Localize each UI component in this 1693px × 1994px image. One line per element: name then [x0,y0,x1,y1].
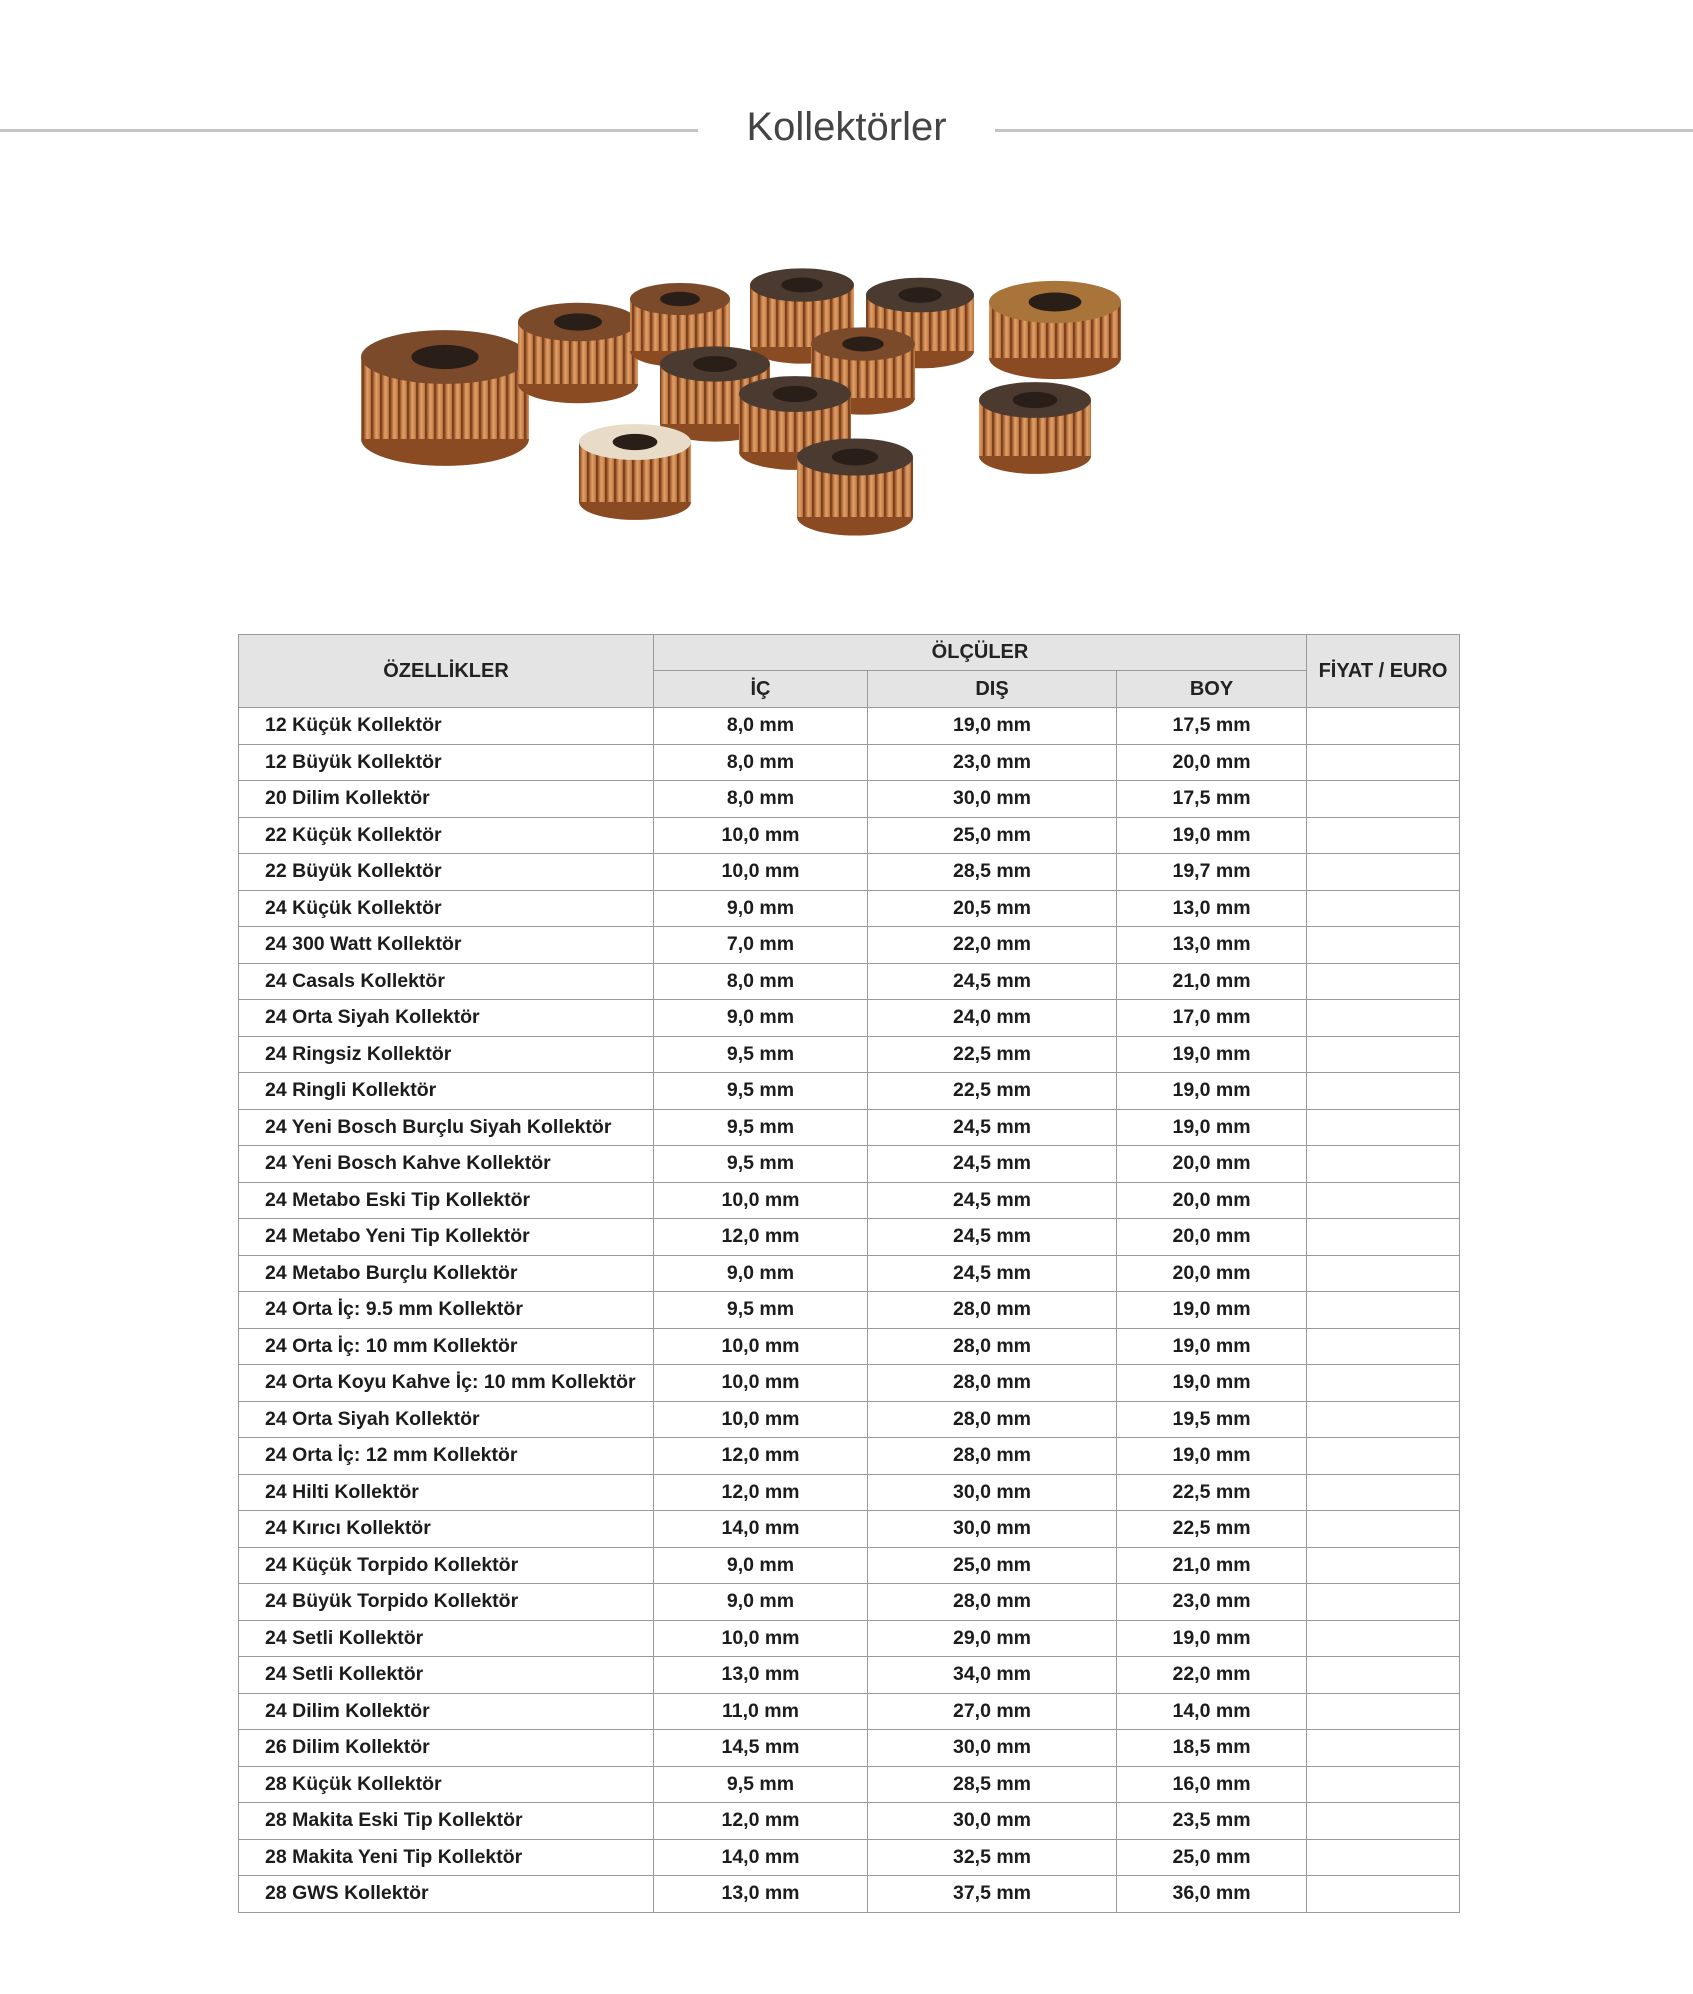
product-name-cell: 22 Küçük Kollektör [239,817,654,854]
outer-diameter-cell: 27,0 mm [868,1693,1117,1730]
inner-diameter-cell: 9,5 mm [654,1766,868,1803]
product-name-cell: 24 Orta Siyah Kollektör [239,1401,654,1438]
length-cell: 19,0 mm [1117,1365,1307,1402]
table-row [239,1730,1460,1767]
inner-diameter-cell: 9,5 mm [654,1292,868,1329]
length-cell: 22,5 mm [1117,1474,1307,1511]
title-rule-right [995,129,1693,132]
price-cell [1307,1693,1460,1730]
outer-diameter-cell: 24,0 mm [868,1000,1117,1037]
length-cell: 20,0 mm [1117,1219,1307,1256]
outer-diameter-cell: 28,0 mm [868,1328,1117,1365]
inner-diameter-cell: 10,0 mm [654,1365,868,1402]
price-cell [1307,1474,1460,1511]
page-title: Kollektörler [746,105,947,149]
length-cell: 19,0 mm [1117,1109,1307,1146]
outer-diameter-cell: 22,5 mm [868,1073,1117,1110]
length-cell: 18,5 mm [1117,1730,1307,1767]
product-name-cell: 24 Büyük Torpido Kollektör [239,1584,654,1621]
length-cell: 19,7 mm [1117,854,1307,891]
length-cell: 36,0 mm [1117,1876,1307,1913]
product-name-cell: 24 Kırıcı Kollektör [239,1511,654,1548]
outer-diameter-cell: 30,0 mm [868,1474,1117,1511]
length-cell: 20,0 mm [1117,744,1307,781]
price-cell [1307,1182,1460,1219]
table-row [239,1876,1460,1913]
table-row [239,1511,1460,1548]
inner-diameter-cell: 10,0 mm [654,1182,868,1219]
outer-diameter-cell: 28,0 mm [868,1365,1117,1402]
table-row [239,1365,1460,1402]
price-cell [1307,744,1460,781]
inner-diameter-cell: 10,0 mm [654,1328,868,1365]
product-name-cell: 20 Dilim Kollektör [239,781,654,818]
inner-diameter-cell: 9,5 mm [654,1109,868,1146]
inner-diameter-cell: 12,0 mm [654,1438,868,1475]
inner-diameter-cell: 8,0 mm [654,963,868,1000]
length-cell: 25,0 mm [1117,1839,1307,1876]
outer-diameter-cell: 20,5 mm [868,890,1117,927]
product-name-cell: 28 GWS Kollektör [239,1876,654,1913]
inner-diameter-cell: 9,5 mm [654,1146,868,1183]
price-cell [1307,927,1460,964]
product-name-cell: 24 Dilim Kollektör [239,1693,654,1730]
table-row [239,1547,1460,1584]
inner-diameter-cell: 14,0 mm [654,1511,868,1548]
length-cell: 19,5 mm [1117,1401,1307,1438]
table-row [239,1073,1460,1110]
price-cell [1307,1803,1460,1840]
product-name-cell: 26 Dilim Kollektör [239,1730,654,1767]
length-cell: 16,0 mm [1117,1766,1307,1803]
length-cell: 21,0 mm [1117,963,1307,1000]
outer-diameter-cell: 28,5 mm [868,1766,1117,1803]
table-row [239,1109,1460,1146]
price-cell [1307,1438,1460,1475]
inner-diameter-cell: 13,0 mm [654,1657,868,1694]
table-row [239,1438,1460,1475]
inner-diameter-cell: 13,0 mm [654,1876,868,1913]
length-cell: 13,0 mm [1117,890,1307,927]
product-name-cell: 24 Orta Siyah Kollektör [239,1000,654,1037]
outer-diameter-cell: 28,0 mm [868,1401,1117,1438]
length-cell: 19,0 mm [1117,1292,1307,1329]
table-row [239,1657,1460,1694]
length-cell: 17,5 mm [1117,781,1307,818]
price-cell [1307,1073,1460,1110]
length-cell: 22,5 mm [1117,1511,1307,1548]
inner-diameter-cell: 9,0 mm [654,1547,868,1584]
table-row [239,1839,1460,1876]
inner-diameter-cell: 11,0 mm [654,1693,868,1730]
header-dimensions: ÖLÇÜLER [654,635,1307,671]
header-inner: İÇ [654,671,868,708]
inner-diameter-cell: 9,0 mm [654,890,868,927]
price-cell [1307,817,1460,854]
outer-diameter-cell: 24,5 mm [868,1219,1117,1256]
inner-diameter-cell: 10,0 mm [654,854,868,891]
product-name-cell: 24 Setli Kollektör [239,1657,654,1694]
outer-diameter-cell: 24,5 mm [868,1109,1117,1146]
table-row [239,1766,1460,1803]
outer-diameter-cell: 30,0 mm [868,1803,1117,1840]
table-row [239,1146,1460,1183]
price-cell [1307,1255,1460,1292]
product-name-cell: 24 Yeni Bosch Burçlu Siyah Kollektör [239,1109,654,1146]
outer-diameter-cell: 25,0 mm [868,1547,1117,1584]
price-cell [1307,1401,1460,1438]
outer-diameter-cell: 30,0 mm [868,1730,1117,1767]
outer-diameter-cell: 28,5 mm [868,854,1117,891]
price-cell [1307,1584,1460,1621]
price-cell [1307,1511,1460,1548]
outer-diameter-cell: 23,0 mm [868,744,1117,781]
inner-diameter-cell: 14,0 mm [654,1839,868,1876]
outer-diameter-cell: 28,0 mm [868,1584,1117,1621]
table-row [239,744,1460,781]
product-name-cell: 24 Küçük Kollektör [239,890,654,927]
table-body [239,708,1460,1913]
price-cell [1307,1328,1460,1365]
inner-diameter-cell: 12,0 mm [654,1474,868,1511]
outer-diameter-cell: 34,0 mm [868,1657,1117,1694]
product-name-cell: 12 Küçük Kollektör [239,708,654,745]
table-row [239,854,1460,891]
price-cell [1307,1219,1460,1256]
price-cell [1307,781,1460,818]
price-cell [1307,1766,1460,1803]
outer-diameter-cell: 24,5 mm [868,1182,1117,1219]
table-row [239,1620,1460,1657]
product-name-cell: 24 Orta Koyu Kahve İç: 10 mm Kollektör [239,1365,654,1402]
outer-diameter-cell: 30,0 mm [868,781,1117,818]
header-price: FİYAT / EURO [1307,635,1460,708]
inner-diameter-cell: 8,0 mm [654,708,868,745]
product-name-cell: 24 Yeni Bosch Kahve Kollektör [239,1146,654,1183]
product-name-cell: 24 Orta İç: 10 mm Kollektör [239,1328,654,1365]
outer-diameter-cell: 24,5 mm [868,1146,1117,1183]
product-name-cell: 12 Büyük Kollektör [239,744,654,781]
outer-diameter-cell: 25,0 mm [868,817,1117,854]
price-cell [1307,1876,1460,1913]
table-row [239,1803,1460,1840]
table-row [239,708,1460,745]
product-name-cell: 24 Metabo Burçlu Kollektör [239,1255,654,1292]
inner-diameter-cell: 9,0 mm [654,1584,868,1621]
product-name-cell: 24 Ringsiz Kollektör [239,1036,654,1073]
outer-diameter-cell: 30,0 mm [868,1511,1117,1548]
outer-diameter-cell: 22,0 mm [868,927,1117,964]
table-row [239,817,1460,854]
length-cell: 20,0 mm [1117,1182,1307,1219]
price-cell [1307,1657,1460,1694]
price-cell [1307,1547,1460,1584]
product-name-cell: 24 Küçük Torpido Kollektör [239,1547,654,1584]
outer-diameter-cell: 37,5 mm [868,1876,1117,1913]
table-row [239,927,1460,964]
table-row [239,1182,1460,1219]
product-name-cell: 28 Makita Yeni Tip Kollektör [239,1839,654,1876]
length-cell: 19,0 mm [1117,817,1307,854]
outer-diameter-cell: 22,5 mm [868,1036,1117,1073]
product-name-cell: 22 Büyük Kollektör [239,854,654,891]
commutators-photo [355,262,1235,607]
price-cell [1307,1365,1460,1402]
length-cell: 20,0 mm [1117,1255,1307,1292]
table-row [239,1693,1460,1730]
table-row [239,1000,1460,1037]
length-cell: 17,5 mm [1117,708,1307,745]
length-cell: 20,0 mm [1117,1146,1307,1183]
price-cell [1307,1292,1460,1329]
price-cell [1307,1730,1460,1767]
table-row [239,781,1460,818]
product-name-cell: 24 Orta İç: 9.5 mm Kollektör [239,1292,654,1329]
product-name-cell: 28 Küçük Kollektör [239,1766,654,1803]
length-cell: 14,0 mm [1117,1693,1307,1730]
title-rule-left [0,129,698,132]
header-features: ÖZELLİKLER [239,635,654,708]
header-outer: DIŞ [868,671,1117,708]
product-name-cell: 28 Makita Eski Tip Kollektör [239,1803,654,1840]
inner-diameter-cell: 10,0 mm [654,1401,868,1438]
product-name-cell: 24 300 Watt Kollektör [239,927,654,964]
inner-diameter-cell: 12,0 mm [654,1803,868,1840]
inner-diameter-cell: 12,0 mm [654,1219,868,1256]
table-row [239,1255,1460,1292]
inner-diameter-cell: 7,0 mm [654,927,868,964]
outer-diameter-cell: 28,0 mm [868,1292,1117,1329]
table-row [239,1219,1460,1256]
product-name-cell: 24 Casals Kollektör [239,963,654,1000]
length-cell: 19,0 mm [1117,1328,1307,1365]
table-row [239,1474,1460,1511]
product-name-cell: 24 Metabo Eski Tip Kollektör [239,1182,654,1219]
table-row [239,1584,1460,1621]
inner-diameter-cell: 10,0 mm [654,1620,868,1657]
length-cell: 23,5 mm [1117,1803,1307,1840]
length-cell: 13,0 mm [1117,927,1307,964]
price-cell [1307,708,1460,745]
length-cell: 21,0 mm [1117,1547,1307,1584]
price-cell [1307,1146,1460,1183]
inner-diameter-cell: 9,0 mm [654,1000,868,1037]
length-cell: 23,0 mm [1117,1584,1307,1621]
outer-diameter-cell: 24,5 mm [868,1255,1117,1292]
table-row [239,963,1460,1000]
price-cell [1307,1109,1460,1146]
price-cell [1307,1036,1460,1073]
inner-diameter-cell: 9,0 mm [654,1255,868,1292]
price-cell [1307,963,1460,1000]
inner-diameter-cell: 9,5 mm [654,1036,868,1073]
outer-diameter-cell: 19,0 mm [868,708,1117,745]
price-cell [1307,1620,1460,1657]
product-name-cell: 24 Hilti Kollektör [239,1474,654,1511]
table-row [239,1401,1460,1438]
commutator-table [238,634,1460,1913]
length-cell: 19,0 mm [1117,1620,1307,1657]
product-name-cell: 24 Setli Kollektör [239,1620,654,1657]
table-row [239,1292,1460,1329]
outer-diameter-cell: 24,5 mm [868,963,1117,1000]
length-cell: 19,0 mm [1117,1438,1307,1475]
inner-diameter-cell: 8,0 mm [654,744,868,781]
price-cell [1307,890,1460,927]
product-name-cell: 24 Metabo Yeni Tip Kollektör [239,1219,654,1256]
table-row [239,890,1460,927]
table-row [239,1036,1460,1073]
length-cell: 19,0 mm [1117,1073,1307,1110]
price-cell [1307,1000,1460,1037]
price-cell [1307,854,1460,891]
length-cell: 19,0 mm [1117,1036,1307,1073]
length-cell: 17,0 mm [1117,1000,1307,1037]
inner-diameter-cell: 14,5 mm [654,1730,868,1767]
length-cell: 22,0 mm [1117,1657,1307,1694]
table-row [239,1328,1460,1365]
outer-diameter-cell: 28,0 mm [868,1438,1117,1475]
product-name-cell: 24 Ringli Kollektör [239,1073,654,1110]
inner-diameter-cell: 8,0 mm [654,781,868,818]
product-name-cell: 24 Orta İç: 12 mm Kollektör [239,1438,654,1475]
price-cell [1307,1839,1460,1876]
inner-diameter-cell: 9,5 mm [654,1073,868,1110]
header-length: BOY [1117,671,1307,708]
inner-diameter-cell: 10,0 mm [654,817,868,854]
outer-diameter-cell: 29,0 mm [868,1620,1117,1657]
outer-diameter-cell: 32,5 mm [868,1839,1117,1876]
